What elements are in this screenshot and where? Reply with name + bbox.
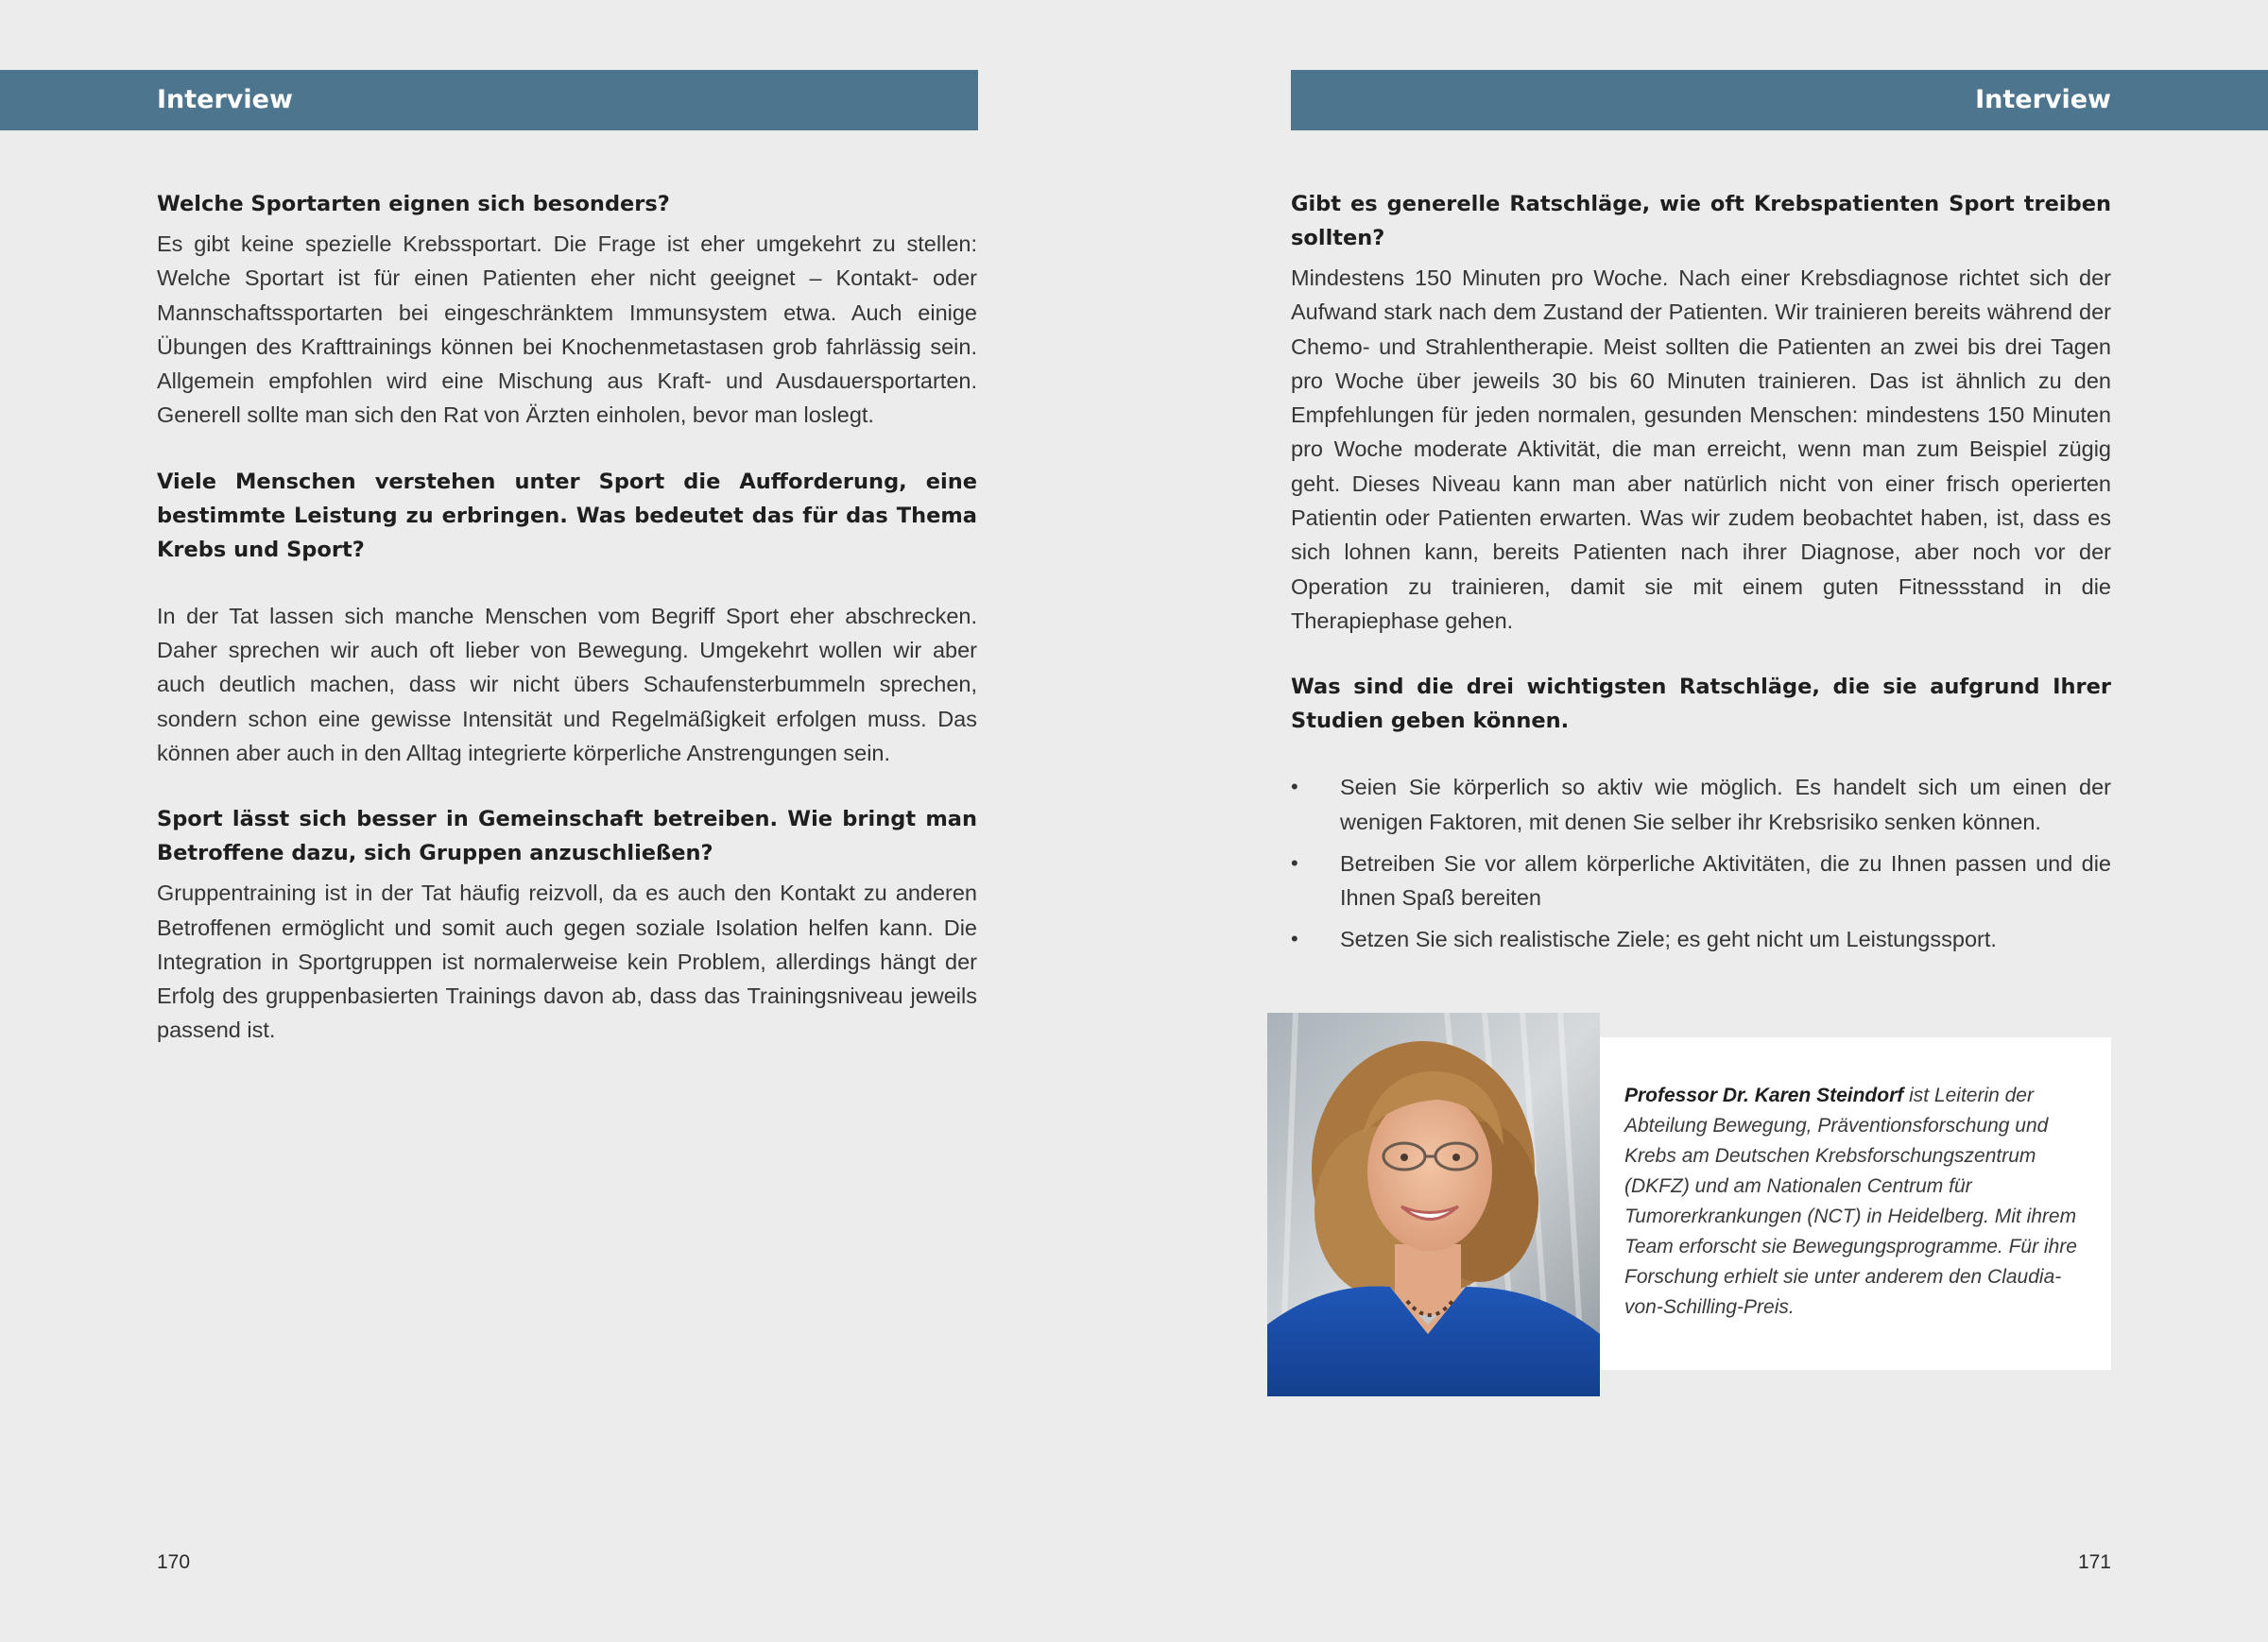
list-item <box>1291 847 2111 915</box>
question: Sport lässt sich besser in Gemeinschaft betreiben. Wie bringt man Betroffene dazu, sich Gruppen anzuschließen? <box>157 807 977 866</box>
section-header: Interview <box>1291 70 2268 130</box>
bio-text: ist Leiterin der Abteilung Bewegung, Präventionsforschung und Krebs am Deutschen Krebsforschungszentrum (DKFZ) und am Nationalen Centrum für Tumorerkrankungen (NCT) in Heidelberg. Mit ihrem Team erforscht sie Bewegungsprogramme. Für ihre Forschung erhielt sie unter anderem den Claudia-von-Schilling-Preis. <box>1624 1085 2077 1318</box>
list-item <box>1291 770 2111 839</box>
list-item-text: Betreiben Sie vor allem körperliche Aktivitäten, die zu Ihnen passen und die Ihnen Spaß bereiten <box>1340 850 2111 911</box>
portrait-image <box>1267 1013 1600 1396</box>
bullet-icon: • <box>1291 927 1298 951</box>
answer: In der Tat lassen sich manche Menschen vom Begriff Sport eher abschrecken. Daher sprechen wir auch oft lieber von Bewegung. Umgekehrt wollen wir aber auch deutlich machen, dass wir nicht übers Schaufensterbummeln sprechen, sondern schon eine gewisse Intensität und Regelmäßigkeit erfolgen muss. Das können aber auch in den Alltag integrierte körperliche Anstrengungen sein. <box>157 603 977 765</box>
section-header: Interview <box>0 70 978 130</box>
list-item-text: Seien Sie körperlich so aktiv wie möglich. Es handelt sich um einen der wenigen Faktoren, mit denen Sie selber ihr Krebsrisiko senken können. <box>1340 775 2111 834</box>
right-text-column <box>1291 187 2111 965</box>
question: Viele Menschen verstehen unter Sport die Aufforderung, eine bestimmte Leistung zu erbringen. Was bedeutet das für das Thema Krebs und Sport? <box>157 469 977 562</box>
list-item <box>1291 922 2111 956</box>
bullet-icon: • <box>1291 850 1298 875</box>
question: Welche Sportarten eignen sich besonders? <box>157 192 670 216</box>
author-bio <box>1600 1037 2111 1370</box>
answer: Gruppentraining ist in der Tat häufig reizvoll, da es auch den Kontakt zu anderen Betroffenen ermöglicht und somit auch gegen soziale Isolation helfen kann. Die Integration in Sportgruppen ist normalerweise kein Problem, allerdings hängt der Erfolg des gruppenbasierten Trainings davon ab, dass das Trainingsniveau jeweils passend ist. <box>157 881 977 1043</box>
portrait-photo <box>1267 1013 1600 1396</box>
advice-list <box>1291 770 2111 956</box>
page-number: 170 <box>157 1551 191 1573</box>
answer: Es gibt keine spezielle Krebssportart. Die Frage ist eher umgekehrt zu stellen: Welche Sportart ist für einen Patienten eher nicht geeignet – Kontakt- oder Mannschaftssportarten bei eingeschränktem Immunsystem etwa. Auch einige Übungen des Krafttrainings können bei Knochenmetastasen grob fahrlässig sein. Allgemein empfohlen wird eine Mischung aus Kraft- und Ausdauersportarten. Generell sollte man sich den Rat von Ärzten einholen, bevor man loslegt. <box>157 231 977 428</box>
page-number: 171 <box>2077 1551 2111 1573</box>
list-item-text: Setzen Sie sich realistische Ziele; es geht nicht um Leistungssport. <box>1340 927 1997 952</box>
bio-name: Professor Dr. Karen Steindorf <box>1624 1085 1904 1106</box>
answer: Mindestens 150 Minuten pro Woche. Nach einer Krebsdiagnose richtet sich der Aufwand stark nach dem Zustand der Patienten. Wir trainieren bereits während der Chemo- und Strahlentherapie. Meist sollten die Patienten an zwei bis drei Tagen pro Woche über jeweils 30 bis 60 Minuten trainieren. Das ist ähnlich zu den Empfehlungen für jeden normalen, gesunden Menschen: mindestens 150 Minuten pro Woche moderate Aktivität, die man erreicht, wenn man zum Beispiel zügig geht. Dieses Niveau kann man aber natürlich nicht von einer frisch operierten Patientin oder Patienten erwarten. Was wir zudem beobachtet haben, ist, dass es sich lohnen kann, bereits Patienten nach ihrer Diagnose, aber noch vor der Operation zu trainieren, damit sie mit einem guten Fitnessstand in die Therapiephase gehen. <box>1291 265 2111 633</box>
bullet-icon: • <box>1291 775 1298 799</box>
left-text-column <box>157 187 977 1080</box>
question: Gibt es generelle Ratschläge, wie oft Krebspatienten Sport treiben sollten? <box>1291 192 2111 250</box>
question: Was sind die drei wichtigsten Ratschläge, die sie aufgrund Ihrer Studien geben können. <box>1291 675 2111 734</box>
